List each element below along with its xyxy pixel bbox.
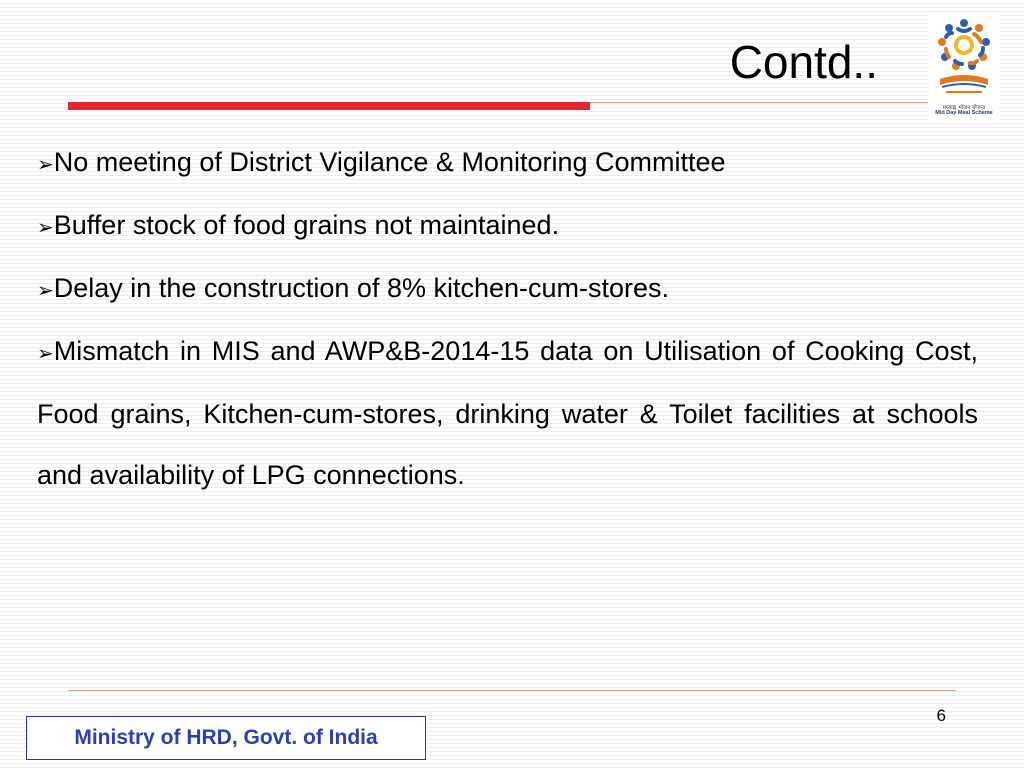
mid-day-meal-logo — [928, 15, 1000, 121]
logo-english-text: Mid Day Meal Scheme — [935, 110, 993, 116]
arrow-bullet-icon: ➢ — [37, 152, 54, 176]
footer-text: Ministry of HRD, Govt. of India — [74, 726, 378, 749]
title-underline-thin — [590, 102, 928, 103]
footer-divider — [68, 690, 956, 691]
bullet-item — [37, 132, 978, 195]
bullet-item — [37, 321, 978, 506]
bullet-text: Mismatch in MIS and AWP&B-2014-15 data on Utilisation of Cooking Cost, Food grains, Kitchen-cum-stores, drinking water & Toilet facilities at schools and availability of LPG connections. — [37, 336, 978, 490]
logo-hindi-text: मध्याह्न भोजन योजना — [942, 105, 986, 111]
bullet-item — [37, 258, 978, 321]
footer-box — [26, 716, 426, 760]
arrow-bullet-icon: ➢ — [37, 278, 54, 302]
bullet-list — [37, 132, 978, 506]
title-underline-red — [68, 102, 590, 110]
bullet-item — [37, 195, 978, 258]
slide-title: Contd.. — [729, 36, 878, 88]
bullet-text: Buffer stock of food grains not maintained. — [53, 210, 560, 240]
bullet-text: No meeting of District Vigilance & Monitoring Committee — [53, 147, 726, 177]
arrow-bullet-icon: ➢ — [37, 341, 54, 365]
mid-day-meal-logo-icon — [928, 15, 1000, 105]
bullet-text: Delay in the construction of 8% kitchen-cum-stores. — [53, 273, 670, 303]
page-number: 6 — [936, 706, 946, 725]
arrow-bullet-icon: ➢ — [37, 215, 54, 239]
